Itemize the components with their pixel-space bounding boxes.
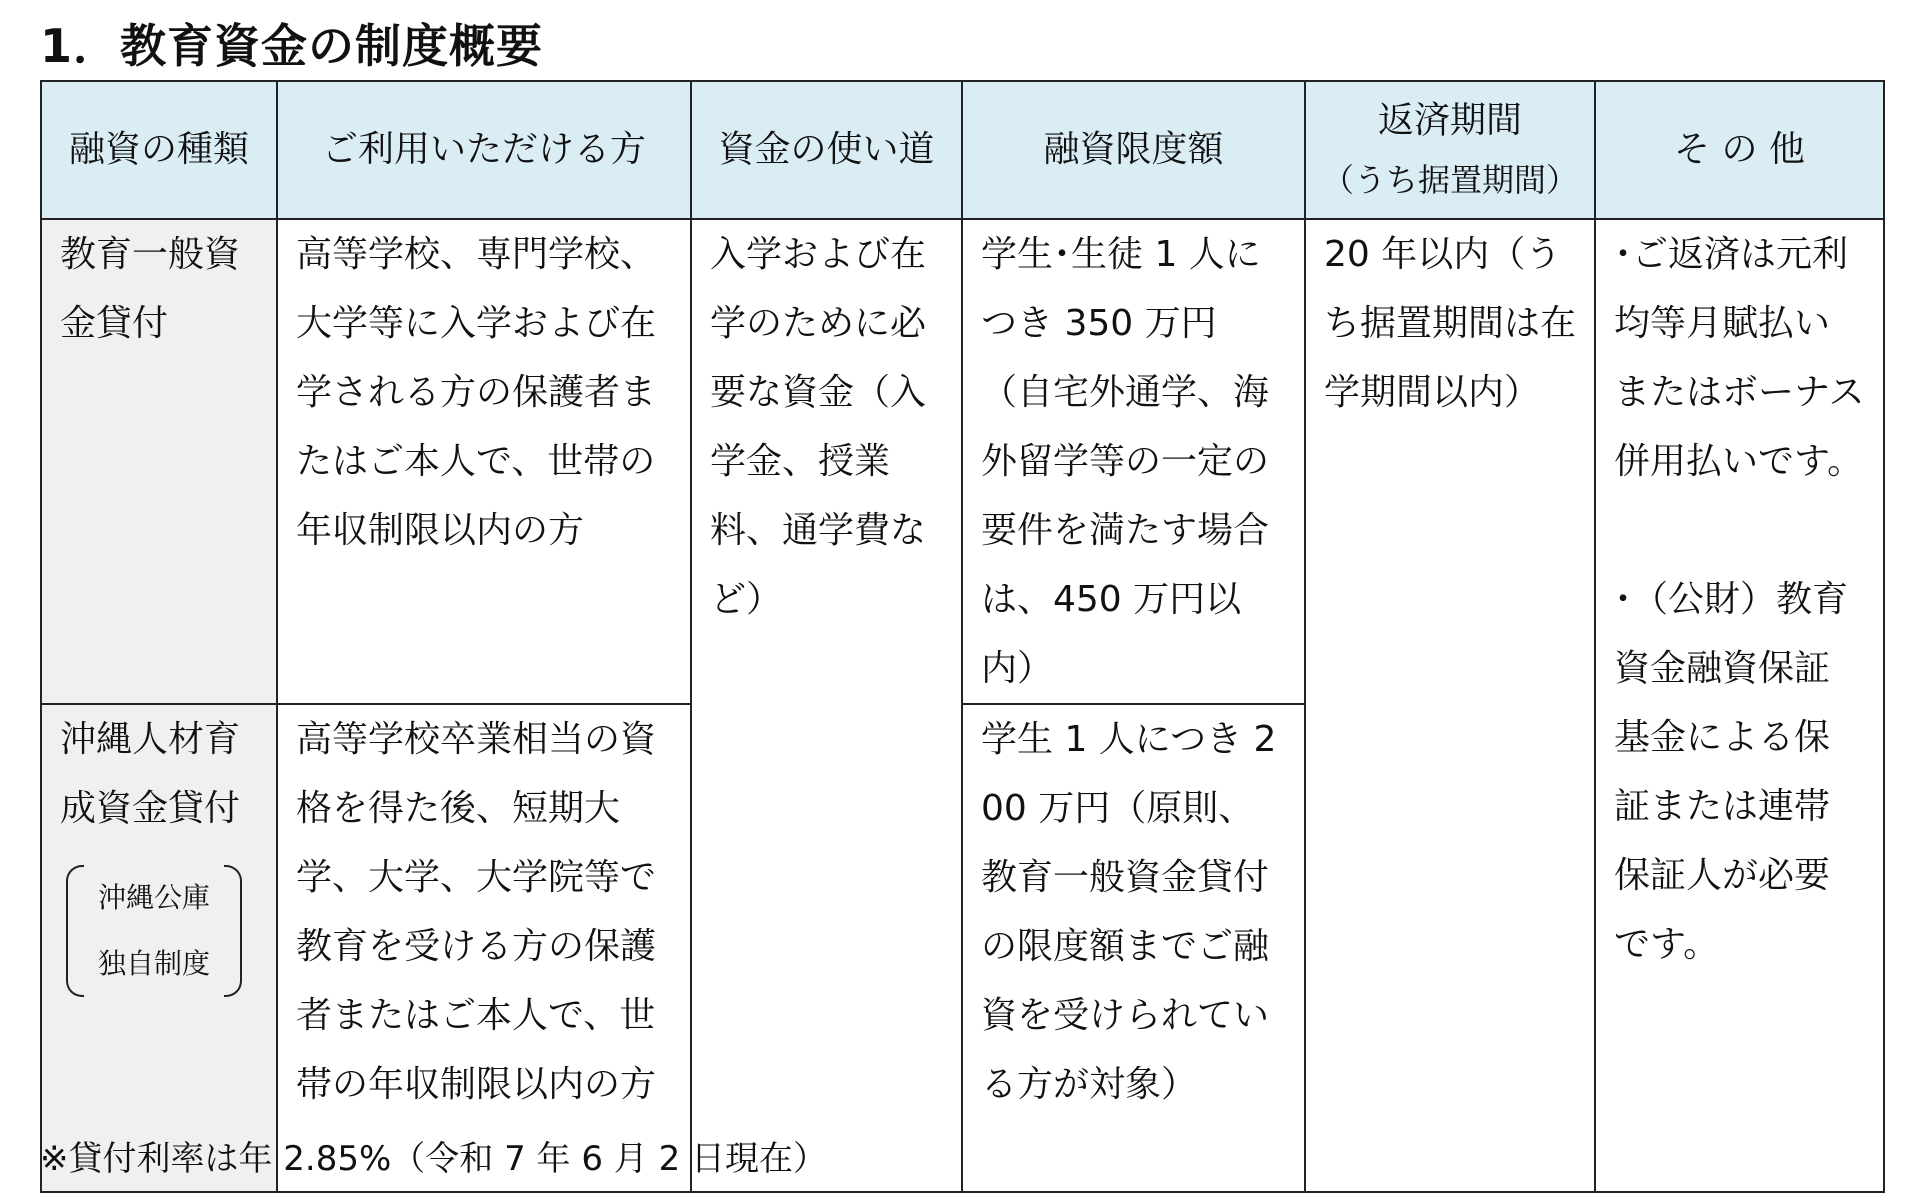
limit-general-text: 学生･生徒 1 人につき 350 万円（自宅外通学、海外留学等の一定の要件を満たす場合は、450 万円以内） <box>981 234 1270 689</box>
loan-type-okinawa-label: 沖縄人材育成資金貸付 <box>60 719 241 829</box>
repay-text: 20 年以内（うち据置期間は在学期間以内） <box>1324 234 1577 413</box>
loan-overview-table <box>40 80 1885 1193</box>
table-row <box>41 219 1884 704</box>
other-cell <box>1595 219 1884 1192</box>
eligible-okinawa <box>277 704 691 1192</box>
header-other: そ の 他 <box>1595 81 1884 219</box>
other-spacer <box>1614 496 1865 565</box>
eligible-okinawa-text: 高等学校卒業相当の資格を得た後、短期大学、大学、大学院等で教育を受ける方の保護者またはご本人で、世帯の年収制限以内の方 <box>296 719 657 1105</box>
header-repay-sub: （うち据置期間） <box>1321 161 1578 199</box>
eligible-general-text: 高等学校、専門学校、大学等に入学および在学される方の保護者またはご本人で、世帯の年収制限以内の方 <box>296 234 657 551</box>
header-limit: 融資限度額 <box>962 81 1305 219</box>
limit-okinawa-text: 学生 1 人につき 200 万円（原則、教育一般資金貸付の限度額までご融資を受けられている方が対象） <box>981 719 1277 1105</box>
usage-text: 入学および在学のために必要な資金（入学金、授業料、通学費など） <box>710 234 927 620</box>
repay-cell <box>1305 219 1595 1192</box>
independent-system-bracket <box>66 865 242 997</box>
loan-type-general <box>41 219 277 704</box>
other-text-1: ･ご返済は元利均等月賦払いまたはボーナス併用払いです。 <box>1614 234 1865 482</box>
header-repay-label: 返済期間 <box>1377 100 1522 141</box>
eligible-general <box>277 219 691 704</box>
bracket-line-2: 独自制度 <box>97 947 210 980</box>
limit-general <box>962 219 1305 704</box>
page-title: 1．教育資金の制度概要 <box>40 19 544 73</box>
interest-rate-note: ※貸付利率は年 2.85%（令和 7 年 6 月 2 日現在） <box>40 1139 828 1179</box>
header-loan-type: 融資の種類 <box>41 81 277 219</box>
other-text-2: ･（公財）教育資金融資保証基金による保証または連帯保証人が必要です。 <box>1614 579 1849 965</box>
loan-type-okinawa <box>41 704 277 1192</box>
header-row <box>41 81 1884 219</box>
bracket-line-1: 沖縄公庫 <box>97 881 210 914</box>
limit-okinawa <box>962 704 1305 1192</box>
header-repay <box>1305 81 1595 219</box>
usage-cell <box>691 219 962 1192</box>
header-usage: 資金の使い道 <box>691 81 962 219</box>
loan-type-general-label: 教育一般資金貸付 <box>60 234 241 344</box>
header-eligible: ご利用いただける方 <box>277 81 691 219</box>
